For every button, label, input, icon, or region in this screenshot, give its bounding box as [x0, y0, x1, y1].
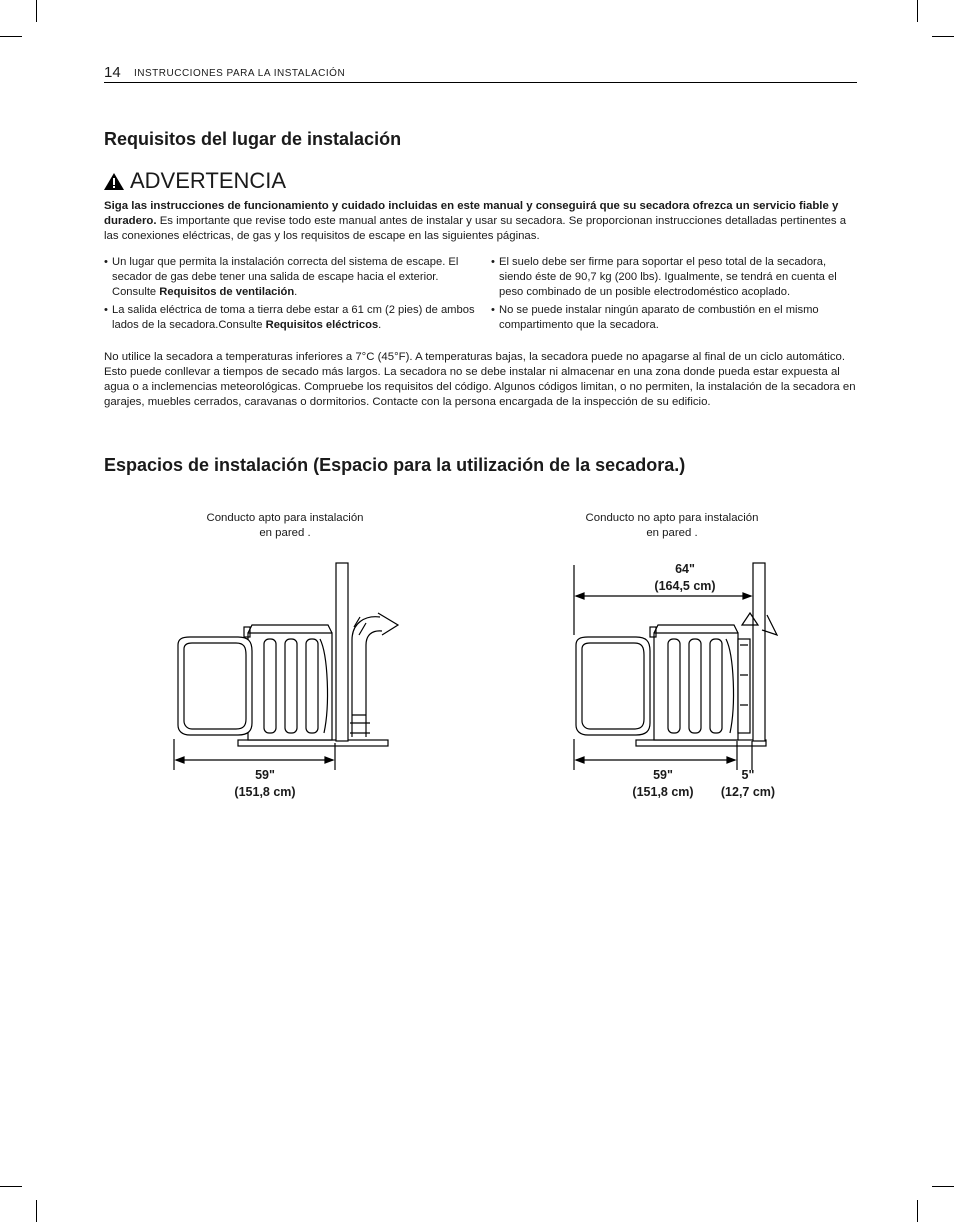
bullet-text: La salida eléctrica de toma a tierra debe estar a 61 cm (2 pies) de ambos lados de la secadora.Consulte	[112, 304, 475, 331]
section-title-requirements: Requisitos del lugar de instalación	[104, 129, 402, 149]
figure-left-caption	[185, 511, 385, 541]
caption-line: en pared .	[259, 527, 311, 539]
dim-inches: 59"	[653, 768, 673, 782]
crop-mark	[36, 1200, 37, 1222]
bullet-item	[491, 303, 857, 333]
dimension-label-gap	[712, 767, 784, 801]
temperature-paragraph: No utilice la secadora a temperaturas inferiores a 7°C (45°F). A temperaturas bajas, la secadora puede no apagarse al final de un ciclo automático. Esto puede conllevar a tiempos de secado más largos. La secadora no se debe instalar ni almacenar en una zona donde pueda estar expuesta al agua o a inclemencias meteorológicas. Compruebe los requisitos del código. Algunos códigos limitan, o no permiten, la instalación de la secadora en garajes, muebles cerrados, caravanas o dormitorios. Contacte con la persona encargada de la inspección de su edificio.	[104, 351, 856, 408]
crop-mark	[932, 1186, 954, 1187]
crop-mark	[0, 36, 22, 37]
dimension-label-left	[205, 767, 325, 801]
dim-cm: (12,7 cm)	[720, 785, 776, 799]
section-header: INSTRUCCIONES PARA LA INSTALACIÓN	[134, 68, 346, 79]
bullet-item	[491, 255, 857, 300]
page-number: 14	[104, 64, 121, 81]
caption-line: Conducto apto para instalación	[206, 512, 364, 524]
intro-bold: Siga las instrucciones de funcionamiento y cuidado incluidas en este manual y conseguirá que su secadora ofrezca un servicio fiable y duradero.	[104, 200, 839, 227]
crop-mark	[932, 36, 954, 37]
warning-heading	[104, 168, 286, 194]
dim-cm: (151,8 cm)	[632, 785, 694, 799]
caption-line: Conducto no apto para instalación	[585, 512, 759, 524]
dim-inches: 64"	[675, 562, 695, 576]
warning-label: ADVERTENCIA	[130, 168, 287, 193]
intro-text: Es importante que revise todo este manual antes de instalar y usar su secadora. Se proporcionan instrucciones detalladas pertinentes a las conexiones eléctricas, de gas y los requisitos de escape en las siguientes páginas.	[104, 215, 847, 242]
bullet-text-end: .	[294, 286, 298, 298]
dim-inches: 5"	[741, 768, 755, 782]
bullet-bold-ref: Requisitos de ventilación	[159, 286, 295, 298]
bullet-item	[104, 255, 476, 300]
intro-paragraph	[104, 199, 859, 244]
figure-right-caption	[562, 511, 782, 541]
crop-mark	[0, 1186, 22, 1187]
bullet-text: Un lugar que permita la instalación correcta del sistema de escape. El secador de gas debe tener una salida de escape hacia el exterior. Consulte	[112, 256, 459, 298]
bullet-item	[104, 303, 476, 333]
dim-inches: 59"	[255, 768, 275, 782]
crop-mark	[917, 1200, 918, 1222]
section-title-spaces: Espacios de instalación (Espacio para la utilización de la secadora.)	[104, 455, 686, 475]
bullet-bold-ref: Requisitos eléctricos	[265, 319, 379, 331]
dimension-label-right-width	[603, 767, 723, 801]
bullet-column-left	[104, 255, 476, 336]
bullet-text: No se puede instalar ningún aparato de combustión en el mismo compartimento que la secadora.	[499, 304, 819, 331]
header-rule	[104, 82, 857, 83]
crop-mark	[36, 0, 37, 22]
dimension-label-top	[625, 561, 745, 595]
bullet-text-end: .	[378, 319, 382, 331]
warning-triangle-icon	[104, 173, 124, 190]
dryer-diagram-wall-duct	[160, 555, 400, 770]
bullet-text: El suelo debe ser firme para soportar el peso total de la secadora, siendo éste de 90,7 kg (200 lbs). Igualmente, se tendrá en cuenta el peso combinado de un posible electrodoméstico acoplado.	[499, 256, 837, 298]
dim-cm: (151,8 cm)	[234, 785, 296, 799]
crop-mark	[917, 0, 918, 22]
dim-cm: (164,5 cm)	[654, 579, 716, 593]
bullet-column-right	[491, 255, 857, 336]
caption-line: en pared .	[646, 527, 698, 539]
